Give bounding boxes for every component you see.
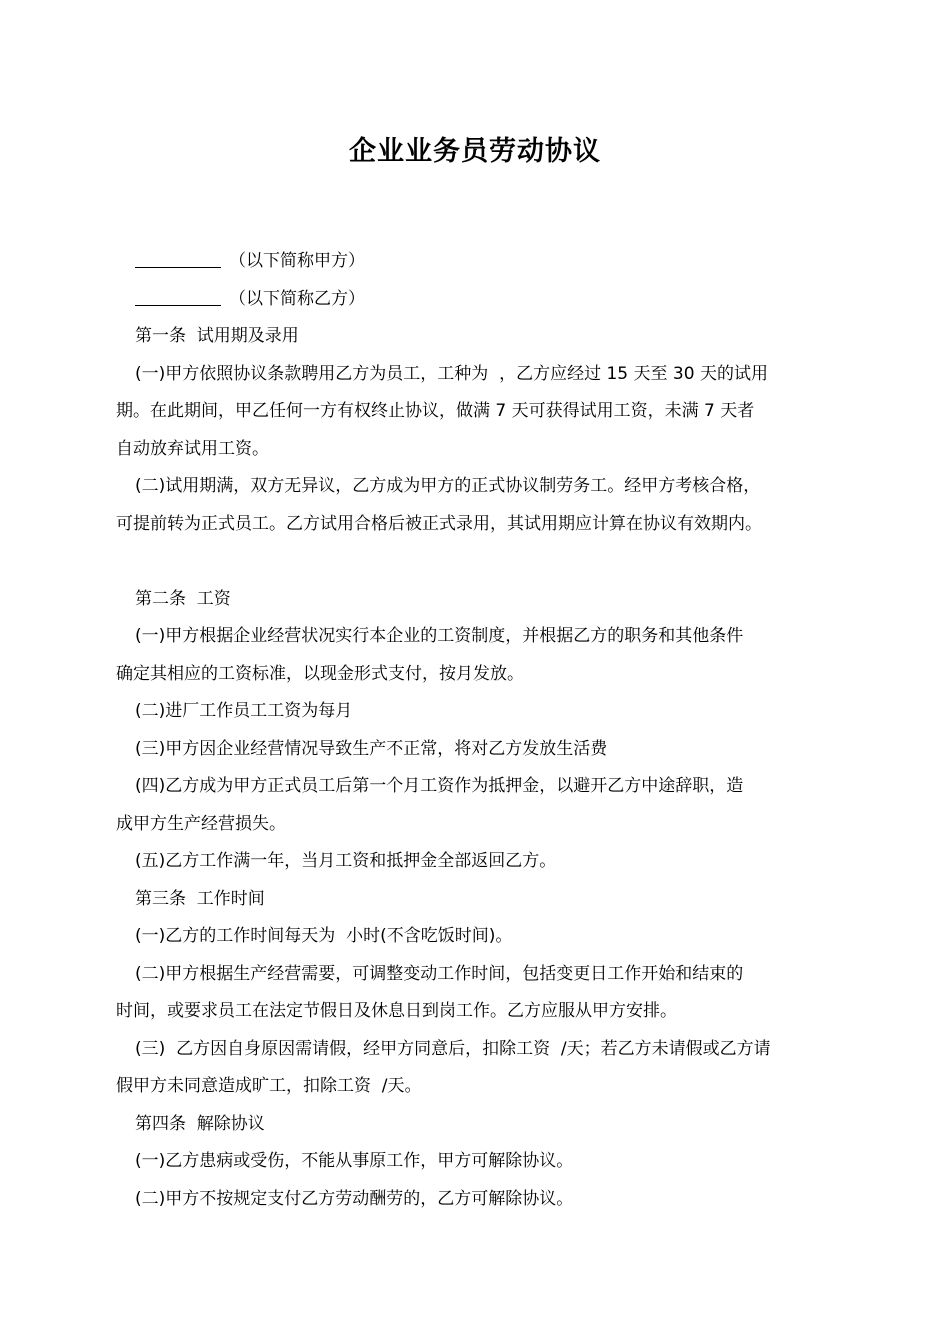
party-a-line (116, 243, 856, 281)
paragraph-line: (二)甲方不按规定支付乙方劳动酬劳的，乙方可解除协议。 (135, 1188, 574, 1209)
document-body (116, 243, 856, 1218)
paragraph-line: 假甲方未同意造成旷工，扣除工资 /天。 (116, 1076, 422, 1096)
paragraph-line: 期。在此期间，甲乙任何一方有权终止协议，做满 7 天可获得试用工资，未满 7 天者 (116, 401, 755, 421)
paragraph-line: (一)甲方依照协议条款聘用乙方为员工，工种为 ，乙方应经过 15 天至 30 天的试用 (135, 363, 768, 384)
paragraph-line: 成甲方生产经营损失。 (116, 813, 286, 834)
paragraph-line: (二)进厂工作员工工资为每月 (135, 701, 353, 721)
article-3-heading: 第三条 工作时间 (135, 888, 265, 909)
paragraph-line: 时间，或要求员工在法定节假日及休息日到岗工作。乙方应服从甲方安排。 (116, 1001, 677, 1021)
party-a-blank (135, 249, 221, 268)
document-title: 企业业务员劳动协议 (349, 136, 601, 167)
article-1-heading: 第一条 试用期及录用 (135, 326, 299, 346)
party-b-label: （以下简称乙方） (229, 288, 365, 309)
paragraph-line: (一)乙方的工作时间每天为 小时(不含吃饭时间)。 (135, 926, 513, 946)
paragraph-line: (三) 乙方因自身原因需请假，经甲方同意后，扣除工资 /天；若乙方未请假或乙方请 (135, 1038, 771, 1059)
party-b-line (116, 281, 856, 319)
paragraph-line: (二)甲方根据生产经营需要，可调整变动工作时间，包括变更日工作开始和结束的 (135, 963, 744, 984)
paragraph-line: (一)乙方患病或受伤，不能从事原工作，甲方可解除协议。 (135, 1151, 574, 1171)
party-b-blank (135, 287, 221, 306)
paragraph-line: 可提前转为正式员工。乙方试用合格后被正式录用，其试用期应计算在协议有效期内。 (116, 513, 762, 534)
paragraph-line: (五)乙方工作满一年，当月工资和抵押金全部返回乙方。 (135, 851, 557, 871)
article-2-heading: 第二条 工资 (135, 588, 231, 609)
paragraph-line: (三)甲方因企业经营情况导致生产不正常，将对乙方发放生活费 (135, 738, 608, 759)
article-4-heading: 第四条 解除协议 (135, 1113, 265, 1134)
paragraph-line: 确定其相应的工资标准，以现金形式支付，按月发放。 (116, 663, 524, 684)
blank-line (116, 543, 856, 581)
paragraph-line: (一)甲方根据企业经营状况实行本企业的工资制度，并根据乙方的职务和其他条件 (135, 626, 744, 646)
paragraph-line: 自动放弃试用工资。 (116, 438, 269, 459)
paragraph-line: (二)试用期满，双方无异议，乙方成为甲方的正式协议制劳务工。经甲方考核合格， (135, 476, 761, 496)
paragraph-line: (四)乙方成为甲方正式员工后第一个月工资作为抵押金，以避开乙方中途辞职，造 (135, 776, 744, 796)
party-a-label: （以下简称甲方） (229, 251, 365, 271)
